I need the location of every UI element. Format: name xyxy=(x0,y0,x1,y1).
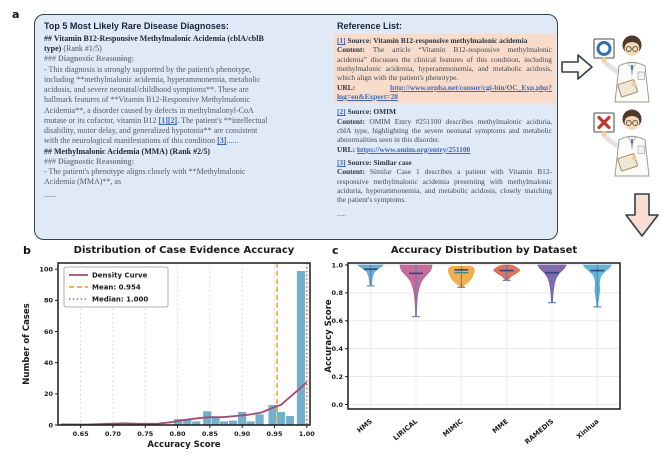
doctor-reject-illustration xyxy=(592,106,658,178)
svg-text:1.00: 1.00 xyxy=(298,430,315,438)
svg-text:RAMEDIS: RAMEDIS xyxy=(523,417,556,447)
text-segment: Vitamin B12-responsive methylmalonic acidemia xyxy=(373,36,528,45)
text-segment: - The patient's phenotype aligns closely with **Methylmalonic Acidemia (MMA)**, as xyxy=(44,167,246,187)
svg-text:Xinhua: Xinhua xyxy=(575,417,601,441)
reference-1-content xyxy=(337,45,552,82)
svg-text:Density Curve: Density Curve xyxy=(92,271,148,280)
svg-text:80: 80 xyxy=(43,296,53,305)
reference-1-anchor[interactable]: [1] xyxy=(337,36,346,45)
text-segment: The article “Vitamin B12-responsive methylmalonic acidemia” discusses the clinical features of this condition, including methylmalonic acidemia, hyperammonemia, and metabolic acidosis, which align with the patient's phenotype. xyxy=(337,45,553,83)
svg-text:20: 20 xyxy=(43,390,53,399)
citation-link-3[interactable]: [3] xyxy=(217,136,227,146)
reference-1-url-line xyxy=(337,83,552,102)
text-segment: ## Methylmalonic Acidemia (MMA) (Rank #2/5) xyxy=(44,146,210,156)
diagnosis-1-heading xyxy=(44,34,269,54)
svg-text:0.65: 0.65 xyxy=(72,430,89,438)
reference-item-1 xyxy=(334,34,555,103)
down-arrow-icon xyxy=(624,192,660,238)
svg-text:0.0: 0.0 xyxy=(331,400,343,409)
violin-plot xyxy=(331,261,620,446)
text-segment: URL: xyxy=(337,82,390,92)
svg-text:0.90: 0.90 xyxy=(234,430,251,438)
diagnosis-2-subheading: ### Diagnostic Reasoning: xyxy=(44,156,135,166)
reference-2-url-line xyxy=(337,145,552,154)
diagnosis-2-reasoning xyxy=(44,167,269,187)
doctor-approve-illustration xyxy=(592,32,658,104)
text-segment: Content: xyxy=(337,116,370,126)
panel-c-label: c xyxy=(332,244,339,257)
svg-text:Accuracy Score: Accuracy Score xyxy=(324,299,334,373)
text-segment: Similar Case 1 describes a patient with Vitamin B12-responsive methylmalonic acidemia presenting with methylmalonic aciduria, hyperammonemia, and metabolic acidosis, closely matching the patient's symptoms. xyxy=(337,167,553,205)
reference-2-url[interactable]: https://www.omim.org/entry/251100 xyxy=(356,144,471,154)
diagnosis-1-reasoning xyxy=(44,65,269,147)
text-segment: Source: xyxy=(347,36,374,45)
diagnosis-title: Top 5 Most Likely Rare Disease Diagnoses: xyxy=(44,21,229,31)
text-segment: - This diagnosis is strongly supported by the patient's phenotype, including **methylmalonic acidemia, hyperammonemia, metabolic acidosis, and severe neonatal/childhood symptoms**. These are hallmark features of **Vitamin B12-Responsive Methylmalonic Acidemia**, a disorder caused by defects in methylmalonyl-CoA mutase or its cofactor, vitamin B12 xyxy=(44,64,261,125)
diagnosis-2-heading xyxy=(44,147,269,157)
reference-2-anchor[interactable]: [2] xyxy=(337,107,346,117)
text-segment: ## Vitamin B12-Responsive Methylmalonic Acidemia (cblA/cblB type) xyxy=(44,34,264,54)
text-segment: URL: xyxy=(337,144,357,154)
reference-column xyxy=(337,21,552,218)
svg-text:Accuracy Distribution by Datas: Accuracy Distribution by Dataset xyxy=(390,245,578,256)
svg-text:Distribution of Case Evidence: Distribution of Case Evidence Accuracy xyxy=(73,245,295,256)
text-segment: Content: xyxy=(337,45,373,55)
case-accuracy-histogram xyxy=(18,241,340,460)
text-segment: Source: xyxy=(347,107,374,117)
text-segment: Source: xyxy=(347,157,374,167)
text-segment: OMIM Entry #251100 describes methylmalonic aciduria, cblA type, highlighting the severe neonatal symptoms and metabolic abnormalities seen in this disorder. xyxy=(337,116,552,145)
svg-text:MIMIC: MIMIC xyxy=(441,417,465,439)
text-segment: (Rank #1/5) xyxy=(61,44,102,54)
svg-text:Accuracy Score: Accuracy Score xyxy=(147,440,221,450)
right-arrow-icon xyxy=(560,52,594,82)
histogram-legend xyxy=(64,267,168,307)
diagnosis-1-subheading: ### Diagnostic Reasoning: xyxy=(44,54,135,64)
svg-text:Number of Cases: Number of Cases xyxy=(22,303,32,385)
svg-text:60: 60 xyxy=(43,327,53,336)
reference-3-anchor[interactable]: [3] xyxy=(337,157,346,167)
panel-a-label: a xyxy=(12,8,20,21)
reference-list-title: Reference List: xyxy=(337,21,403,31)
reference-2-content xyxy=(337,117,552,145)
text-segment: OMIM xyxy=(373,107,396,117)
reference-1-url[interactable]: http://www.orpha.net/consor/cgi-bin/OC_Exp.php?lng=en&Expert=28 xyxy=(337,82,552,101)
reference-1-source xyxy=(337,36,552,45)
svg-text:1.0: 1.0 xyxy=(331,261,343,270)
svg-text:40: 40 xyxy=(43,358,53,367)
citation-link-1-2[interactable]: [1][2] xyxy=(158,115,178,125)
panel-b-label: b xyxy=(23,244,31,257)
diagnosis-column xyxy=(44,21,269,199)
svg-text:0.8: 0.8 xyxy=(331,289,343,298)
svg-text:Mean: 0.954: Mean: 0.954 xyxy=(92,283,141,292)
svg-text:0: 0 xyxy=(48,421,53,430)
svg-text:0.2: 0.2 xyxy=(331,372,343,381)
svg-text:HMS: HMS xyxy=(355,417,374,435)
text-segment: Content: xyxy=(337,167,370,177)
dataset-accuracy-violin-chart xyxy=(322,241,660,461)
svg-text:0.75: 0.75 xyxy=(137,430,154,438)
svg-text:0.80: 0.80 xyxy=(169,430,186,438)
svg-text:0.95: 0.95 xyxy=(266,430,283,438)
svg-text:LIRICAL: LIRICAL xyxy=(391,417,420,443)
svg-text:0.4: 0.4 xyxy=(331,345,343,353)
svg-text:100: 100 xyxy=(39,265,53,274)
reference-ellipsis: ..... xyxy=(337,208,347,218)
text-segment: Similar case xyxy=(373,157,412,167)
svg-text:0.70: 0.70 xyxy=(104,430,121,438)
text-segment: . The patient's **intellectual disability, motor delay, and generalized hypotonia** are consistent with the neurological manifestations of this condition xyxy=(44,115,268,146)
svg-text:MME: MME xyxy=(490,417,510,436)
reference-item-2 xyxy=(337,107,552,154)
diagnosis-report-box xyxy=(34,14,558,240)
reference-3-content xyxy=(337,167,552,204)
diagnosis-ellipsis: ...... xyxy=(44,189,56,199)
svg-text:Median: 1.000: Median: 1.000 xyxy=(92,295,149,304)
svg-text:0.6: 0.6 xyxy=(331,317,343,326)
reference-item-3 xyxy=(337,158,552,205)
reference-2-source xyxy=(337,107,552,116)
svg-text:0.85: 0.85 xyxy=(201,430,218,438)
text-segment: ...... xyxy=(226,136,239,146)
reference-3-source xyxy=(337,158,552,167)
